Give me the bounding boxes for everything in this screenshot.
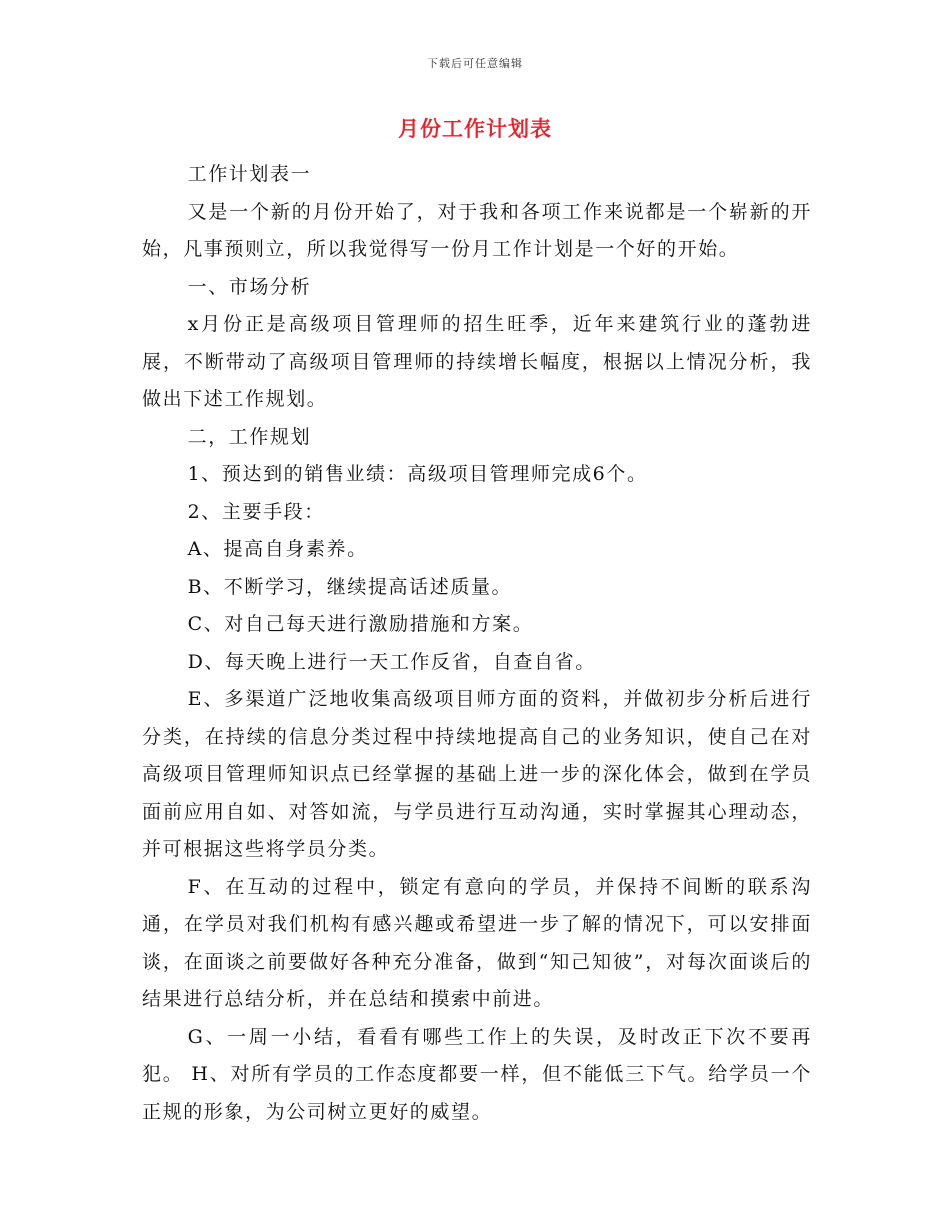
document-title: 月份工作计划表 [398,116,552,141]
list-item-b: B、不断学习，继续提高话述质量。 [187,575,513,598]
paragraph-sales-target: 1、预达到的销售业绩：高级项目管理师完成6个。 [187,463,648,485]
paragraph-section-label: 工作计划表一 [187,163,312,185]
list-item-g-h: G、一周一小结，看看有哪些工作上的失误，及时改正下次不要再犯。 H、对所有学员的工作态度都要一样，但不能低三下气。给学员一个正规的形象，为公司树立更好的威望。 [142,1025,812,1123]
paragraph-market-analysis: x月份正是高级项目管理师的招生旺季，近年来建筑行业的蓬勃进展，不断带动了高级项目管理师的持续增长幅度，根据以上情况分析，我做出下述工作规划。 [142,313,812,410]
list-item-f: F、在互动的过程中，锁定有意向的学员，并保持不间断的联系沟通，在学员对我们机构有感兴趣或希望进一步了解的情况下，可以安排面谈，在面谈之前要做好各种充分准备，做到“知己知彼”，对每次面谈后的结果进行总结分析，并在总结和摸索中前进。 [142,875,812,1010]
paragraph-intro: 又是一个新的月份开始了，对于我和各项工作来说都是一个崭新的开始，凡事预则立，所以我觉得写一份月工作计划是一个好的开始。 [142,200,812,260]
list-item-d: D、每天晚上进行一天工作反省，自查自省。 [187,650,596,673]
heading-work-plan: 二，工作规划 [187,425,312,448]
list-item-c: C、对自己每天进行激励措施和方案。 [187,613,534,635]
header-note: 下载后可任意编辑 [427,57,523,70]
list-item-e: E、多渠道广泛地收集高级项目师方面的资料，并做初步分析后进行分类，在持续的信息分类过程中持续地提高自己的业务知识，使自己在对高级项目管理师知识点已经掌握的基础上进一步的深化体会，做到在学员面前应用自如、对答如流，与学员进行互动沟通，实时掌握其心理动态，并可根据这些将学员分类。 [142,688,812,860]
document-body [142,156,812,1131]
heading-market-analysis: 一、市场分析 [187,275,312,298]
paragraph-main-means: 2、主要手段： [187,500,325,523]
list-item-a: A、提高自身素养。 [187,538,368,560]
